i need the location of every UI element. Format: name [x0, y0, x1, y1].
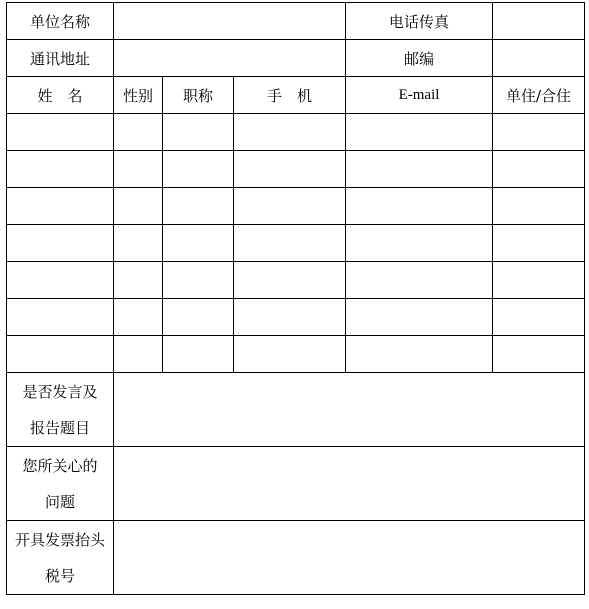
gender-cell[interactable]: [114, 114, 163, 151]
address-label: 通讯地址: [7, 40, 114, 77]
concern-field[interactable]: [114, 447, 585, 521]
name-cell[interactable]: [7, 262, 114, 299]
attendee-row: [7, 336, 585, 373]
email-cell[interactable]: [346, 151, 493, 188]
invoice-row: [7, 521, 585, 595]
lodging-cell[interactable]: [493, 114, 585, 151]
column-header-row: [7, 77, 585, 114]
title-cell[interactable]: [163, 188, 234, 225]
unit-name-label: 单位名称: [7, 3, 114, 40]
invoice-label-line: 开具发票抬头: [14, 530, 105, 549]
gender-cell[interactable]: [114, 225, 163, 262]
mobile-cell[interactable]: [234, 225, 346, 262]
gender-cell[interactable]: [114, 188, 163, 225]
concern-label: [7, 447, 114, 521]
column-header-name: 姓 名: [7, 77, 114, 114]
unit-name-field[interactable]: [114, 3, 346, 40]
lodging-cell[interactable]: [493, 299, 585, 336]
title-cell[interactable]: [163, 262, 234, 299]
gender-cell[interactable]: [114, 299, 163, 336]
lodging-cell[interactable]: [493, 225, 585, 262]
name-cell[interactable]: [7, 114, 114, 151]
column-header-lodging: 单住/合住: [493, 77, 585, 114]
unit-row: [7, 3, 585, 40]
address-field[interactable]: [114, 40, 346, 77]
postcode-label: 邮编: [346, 40, 493, 77]
lodging-cell[interactable]: [493, 151, 585, 188]
mobile-cell[interactable]: [234, 188, 346, 225]
title-cell[interactable]: [163, 151, 234, 188]
mobile-cell[interactable]: [234, 336, 346, 373]
speech-field[interactable]: [114, 373, 585, 447]
column-header-email: E-mail: [346, 77, 493, 114]
postcode-field[interactable]: [493, 40, 585, 77]
column-header-mobile: 手 机: [234, 77, 346, 114]
email-cell[interactable]: [346, 114, 493, 151]
attendee-row: [7, 225, 585, 262]
invoice-field[interactable]: [114, 521, 585, 595]
name-cell[interactable]: [7, 188, 114, 225]
speech-row: [7, 373, 585, 447]
mobile-cell[interactable]: [234, 114, 346, 151]
name-cell[interactable]: [7, 151, 114, 188]
concern-row: [7, 447, 585, 521]
phone-fax-field[interactable]: [493, 3, 585, 40]
attendee-row: [7, 188, 585, 225]
phone-fax-label: 电话传真: [346, 3, 493, 40]
title-cell[interactable]: [163, 299, 234, 336]
lodging-cell[interactable]: [493, 188, 585, 225]
email-cell[interactable]: [346, 262, 493, 299]
attendee-row: [7, 114, 585, 151]
attendee-row: [7, 151, 585, 188]
title-cell[interactable]: [163, 225, 234, 262]
attendee-row: [7, 299, 585, 336]
invoice-label-line: 税号: [44, 566, 75, 585]
gender-cell[interactable]: [114, 262, 163, 299]
mobile-cell[interactable]: [234, 299, 346, 336]
name-cell[interactable]: [7, 336, 114, 373]
registration-form-table: [6, 2, 585, 595]
email-cell[interactable]: [346, 188, 493, 225]
invoice-label: [7, 521, 114, 595]
lodging-cell[interactable]: [493, 336, 585, 373]
email-cell[interactable]: [346, 225, 493, 262]
speech-label-line: 报告题目: [29, 418, 90, 437]
mobile-cell[interactable]: [234, 151, 346, 188]
name-cell[interactable]: [7, 299, 114, 336]
concern-label-line: 问题: [44, 492, 75, 511]
address-row: [7, 40, 585, 77]
title-cell[interactable]: [163, 114, 234, 151]
column-header-gender: 性别: [114, 77, 163, 114]
attendee-row: [7, 262, 585, 299]
email-cell[interactable]: [346, 336, 493, 373]
gender-cell[interactable]: [114, 151, 163, 188]
title-cell[interactable]: [163, 336, 234, 373]
gender-cell[interactable]: [114, 336, 163, 373]
lodging-cell[interactable]: [493, 262, 585, 299]
email-cell[interactable]: [346, 299, 493, 336]
column-header-title: 职称: [163, 77, 234, 114]
name-cell[interactable]: [7, 225, 114, 262]
speech-label-line: 是否发言及: [22, 382, 98, 401]
concern-label-line: 您所关心的: [22, 456, 98, 475]
speech-label: [7, 373, 114, 447]
mobile-cell[interactable]: [234, 262, 346, 299]
